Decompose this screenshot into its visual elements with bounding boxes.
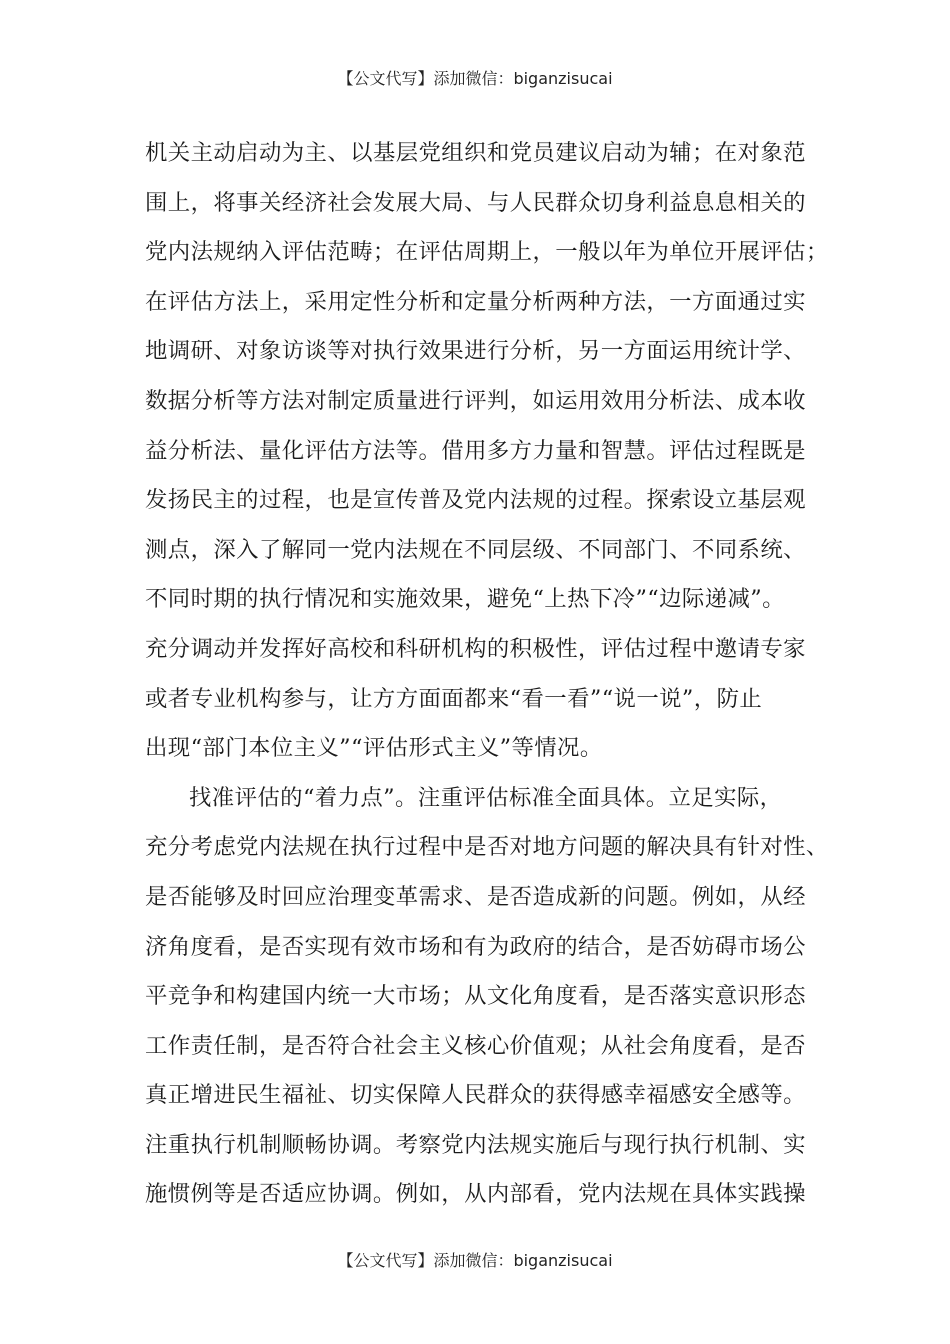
text-line: 施惯例等是否适应协调。例如，从内部看，党内法规在具体实践操	[145, 1181, 806, 1208]
text-line: 发扬民主的过程，也是宣传普及党内法规的过程。探索设立基层观	[145, 487, 806, 514]
text-line: 围上，将事关经济社会发展大局、与人民群众切身利益息息相关的	[145, 189, 806, 216]
header-watermark-note: 【公文代写】添加微信：biganzisucai	[337, 69, 613, 88]
text-line: 充分调动并发挥好高校和科研机构的积极性，评估过程中邀请专家	[145, 635, 806, 662]
paragraph-start-line: 找准评估的“着力点”。注重评估标准全面具体。立足实际，	[189, 784, 783, 811]
text-line: 出现“部门本位主义”“评估形式主义”等情况。	[145, 735, 603, 762]
text-line: 充分考虑党内法规在执行过程中是否对地方问题的解决具有针对性、	[145, 834, 829, 861]
text-line: 注重执行机制顺畅协调。考察党内法规实施后与现行执行机制、实	[145, 1131, 806, 1158]
text-line: 工作责任制，是否符合社会主义核心价值观；从社会角度看，是否	[145, 1032, 806, 1059]
text-line: 平竞争和构建国内统一大市场；从文化角度看，是否落实意识形态	[145, 983, 806, 1010]
text-line: 真正增进民生福祉、切实保障人民群众的获得感幸福感安全感等。	[145, 1082, 806, 1109]
text-line: 是否能够及时回应治理变革需求、是否造成新的问题。例如，从经	[145, 883, 806, 910]
text-line: 党内法规纳入评估范畴；在评估周期上，一般以年为单位开展评估；	[145, 239, 829, 266]
text-line: 益分析法、量化评估方法等。借用多方力量和智慧。评估过程既是	[145, 437, 806, 464]
text-line: 数据分析等方法对制定质量进行评判，如运用效用分析法、成本收	[145, 387, 806, 414]
text-line: 在评估方法上，采用定性分析和定量分析两种方法，一方面通过实	[145, 288, 806, 315]
document-body	[145, 134, 829, 1225]
text-line: 地调研、对象访谈等对执行效果进行分析，另一方面运用统计学、	[145, 338, 806, 365]
footer-watermark-note: 【公文代写】添加微信：biganzisucai	[337, 1251, 613, 1270]
text-line: 或者专业机构参与，让方方面面都来“看一看”“说一说”，防止	[145, 685, 763, 712]
text-line: 济角度看，是否实现有效市场和有为政府的结合，是否妨碍市场公	[145, 933, 806, 960]
text-line: 测点，深入了解同一党内法规在不同层级、不同部门、不同系统、	[145, 536, 806, 563]
text-line: 不同时期的执行情况和实施效果，避免“上热下冷”“边际递减”。	[145, 586, 785, 613]
text-line: 机关主动启动为主、以基层党组织和党员建议启动为辅；在对象范	[145, 140, 806, 166]
